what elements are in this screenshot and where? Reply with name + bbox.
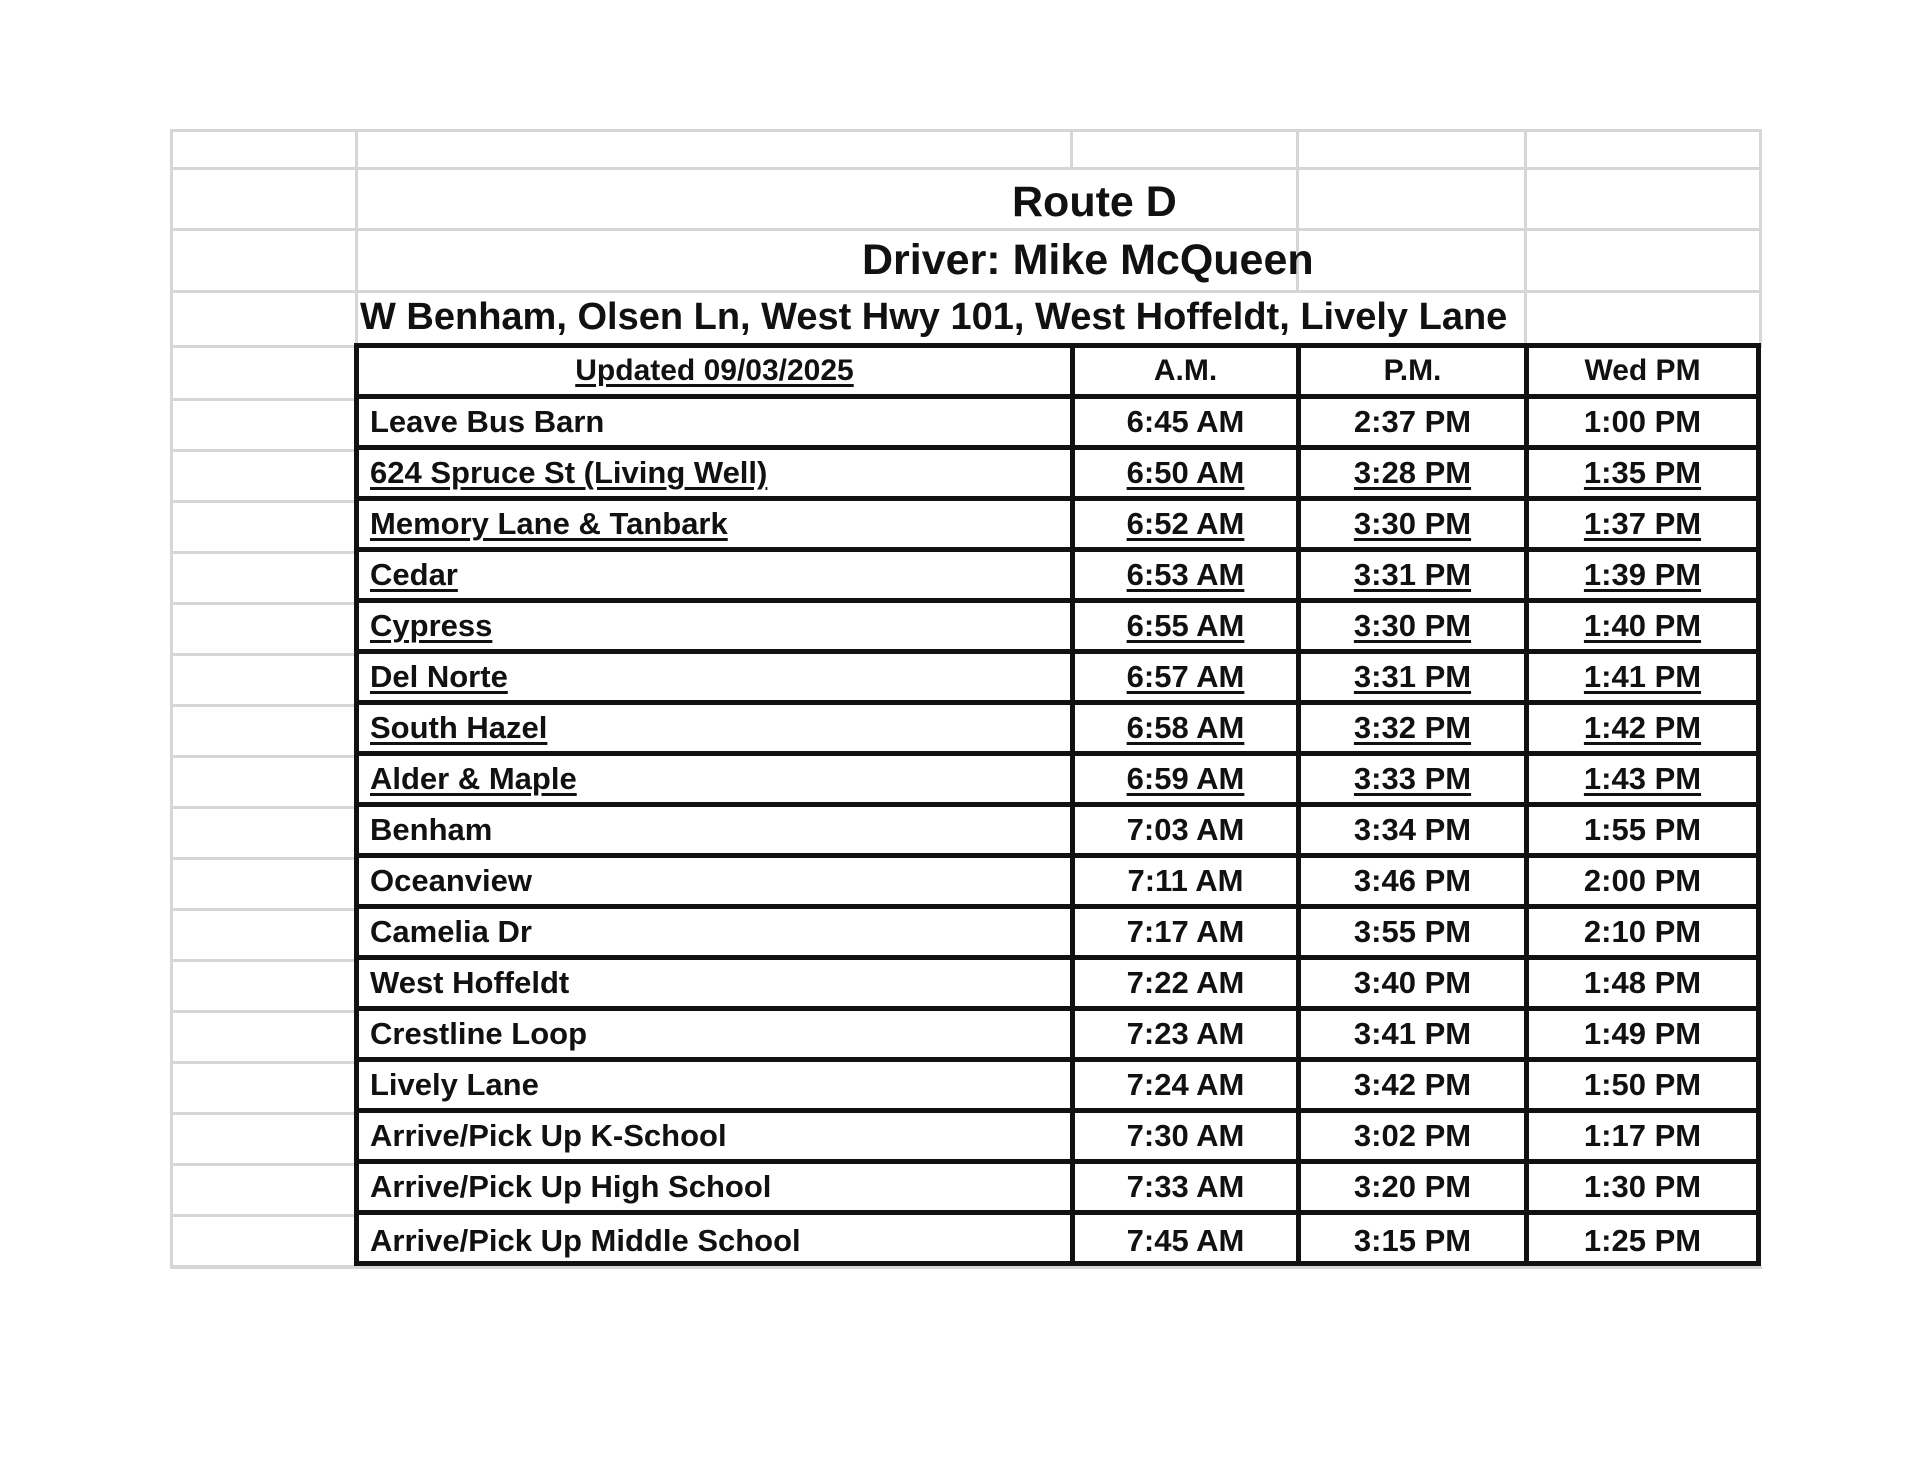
gridline: [1759, 129, 1762, 345]
am-time: 7:03 AM: [1075, 807, 1301, 853]
wed-pm-time: 1:43 PM: [1583, 761, 1702, 796]
gridline: [170, 1266, 1762, 1269]
table-row: [359, 450, 1756, 501]
stop-name: 624 Spruce St (Living Well): [359, 450, 1075, 496]
stop-name: South Hazel: [359, 705, 1075, 751]
am-time: 6:53 AM: [1075, 552, 1301, 598]
wed-pm-time: 1:42 PM: [1583, 710, 1702, 745]
table-row: [359, 1011, 1756, 1062]
table-row: [359, 1062, 1756, 1113]
stop-name: Crestline Loop: [359, 1011, 1075, 1057]
gridline: [170, 551, 355, 554]
gridline: [170, 704, 355, 707]
gridline: [170, 398, 355, 401]
table-row: [359, 1113, 1756, 1164]
pm-time: 3:41 PM: [1301, 1011, 1529, 1057]
gridline: [170, 1010, 355, 1013]
wed-pm-time: 1:17 PM: [1583, 1118, 1702, 1153]
wed-pm-time: 1:48 PM: [1583, 965, 1702, 1000]
gridline: [1524, 129, 1527, 345]
wed-pm-time: 1:37 PM: [1583, 506, 1702, 541]
am-time: 6:59 AM: [1075, 756, 1301, 802]
am-column-header: A.M.: [1075, 348, 1301, 394]
wed-pm-time: 1:39 PM: [1583, 557, 1702, 592]
wed-pm-time: 1:00 PM: [1583, 404, 1702, 439]
table-row: [359, 552, 1756, 603]
am-time: 7:23 AM: [1075, 1011, 1301, 1057]
gridline: [170, 449, 355, 452]
route-streets: W Benham, Olsen Ln, West Hwy 101, West Hoffeldt, Lively Lane: [360, 296, 1508, 338]
pm-time: 3:15 PM: [1301, 1215, 1529, 1266]
am-time: 7:17 AM: [1075, 909, 1301, 955]
stop-name: Benham: [359, 807, 1075, 853]
stop-name: Cypress: [359, 603, 1075, 649]
am-time: 6:52 AM: [1075, 501, 1301, 547]
gridline: [170, 1112, 355, 1115]
table-row: [359, 1215, 1756, 1266]
stop-name: Arrive/Pick Up K-School: [359, 1113, 1075, 1159]
am-time: 6:55 AM: [1075, 603, 1301, 649]
pm-time: 3:28 PM: [1301, 450, 1529, 496]
pm-time: 3:42 PM: [1301, 1062, 1529, 1108]
schedule-table: [354, 343, 1761, 1266]
gridline: [170, 1214, 355, 1217]
updated-date-header: Updated 09/03/2025: [359, 348, 1075, 394]
stop-name: Cedar: [359, 552, 1075, 598]
gridline: [1070, 129, 1073, 167]
table-row: [359, 756, 1756, 807]
wed-pm-time: 1:25 PM: [1583, 1222, 1702, 1258]
am-time: 6:45 AM: [1075, 399, 1301, 445]
table-row: [359, 705, 1756, 756]
gridline: [170, 908, 355, 911]
pm-time: 3:02 PM: [1301, 1113, 1529, 1159]
wed-pm-time: 1:41 PM: [1583, 659, 1702, 694]
am-time: 6:58 AM: [1075, 705, 1301, 751]
gridline: [170, 129, 173, 1269]
route-title: Route D: [1012, 178, 1177, 226]
gridline: [170, 806, 355, 809]
gridline: [170, 1163, 355, 1166]
am-time: 6:50 AM: [1075, 450, 1301, 496]
pm-time: 3:20 PM: [1301, 1164, 1529, 1210]
pm-time: 3:32 PM: [1301, 705, 1529, 751]
gridline: [355, 129, 358, 345]
stop-name: Arrive/Pick Up Middle School: [359, 1215, 1075, 1266]
gridline: [170, 653, 355, 656]
wed-pm-time: 2:10 PM: [1583, 914, 1702, 949]
am-time: 7:24 AM: [1075, 1062, 1301, 1108]
am-time: 7:30 AM: [1075, 1113, 1301, 1159]
pm-time: 3:46 PM: [1301, 858, 1529, 904]
am-time: 7:33 AM: [1075, 1164, 1301, 1210]
stop-name: Camelia Dr: [359, 909, 1075, 955]
gridline: [170, 1061, 355, 1064]
gridline: [170, 500, 355, 503]
stop-name: Oceanview: [359, 858, 1075, 904]
table-row: [359, 909, 1756, 960]
table-row: [359, 807, 1756, 858]
am-time: 7:11 AM: [1075, 858, 1301, 904]
pm-time: 3:31 PM: [1301, 654, 1529, 700]
wed-pm-time: 2:00 PM: [1583, 863, 1702, 898]
wed-pm-time: 1:50 PM: [1583, 1067, 1702, 1102]
gridline: [170, 755, 355, 758]
pm-time: 3:40 PM: [1301, 960, 1529, 1006]
stop-name: Lively Lane: [359, 1062, 1075, 1108]
gridline: [170, 602, 355, 605]
am-time: 6:57 AM: [1075, 654, 1301, 700]
gridline: [170, 1265, 355, 1268]
table-row: [359, 960, 1756, 1011]
am-time: 7:45 AM: [1075, 1215, 1301, 1266]
table-row: [359, 858, 1756, 909]
pm-time: 2:37 PM: [1301, 399, 1529, 445]
pm-column-header: P.M.: [1301, 348, 1529, 394]
wed-pm-time: 1:30 PM: [1583, 1169, 1702, 1204]
table-row: [359, 654, 1756, 705]
pm-time: 3:33 PM: [1301, 756, 1529, 802]
driver-name: Driver: Mike McQueen: [862, 236, 1314, 284]
table-row: [359, 399, 1756, 450]
stop-name: Alder & Maple: [359, 756, 1075, 802]
table-row: [359, 1164, 1756, 1215]
gridline: [170, 959, 355, 962]
pm-time: 3:30 PM: [1301, 603, 1529, 649]
table-row: [359, 603, 1756, 654]
am-time: 7:22 AM: [1075, 960, 1301, 1006]
wed-pm-column-header: Wed PM: [1584, 354, 1701, 387]
table-row: [359, 501, 1756, 552]
pm-time: 3:30 PM: [1301, 501, 1529, 547]
wed-pm-time: 1:49 PM: [1583, 1016, 1702, 1051]
wed-pm-time: 1:35 PM: [1583, 455, 1702, 490]
stop-name: Memory Lane & Tanbark: [359, 501, 1075, 547]
stop-name: Arrive/Pick Up High School: [359, 1164, 1075, 1210]
table-header-row: [359, 348, 1756, 399]
wed-pm-time: 1:55 PM: [1583, 812, 1702, 847]
stop-name: Del Norte: [359, 654, 1075, 700]
stop-name: Leave Bus Barn: [359, 399, 1075, 445]
pm-time: 3:31 PM: [1301, 552, 1529, 598]
pm-time: 3:55 PM: [1301, 909, 1529, 955]
wed-pm-time: 1:40 PM: [1583, 608, 1702, 643]
gridline: [170, 857, 355, 860]
stop-name: West Hoffeldt: [359, 960, 1075, 1006]
pm-time: 3:34 PM: [1301, 807, 1529, 853]
